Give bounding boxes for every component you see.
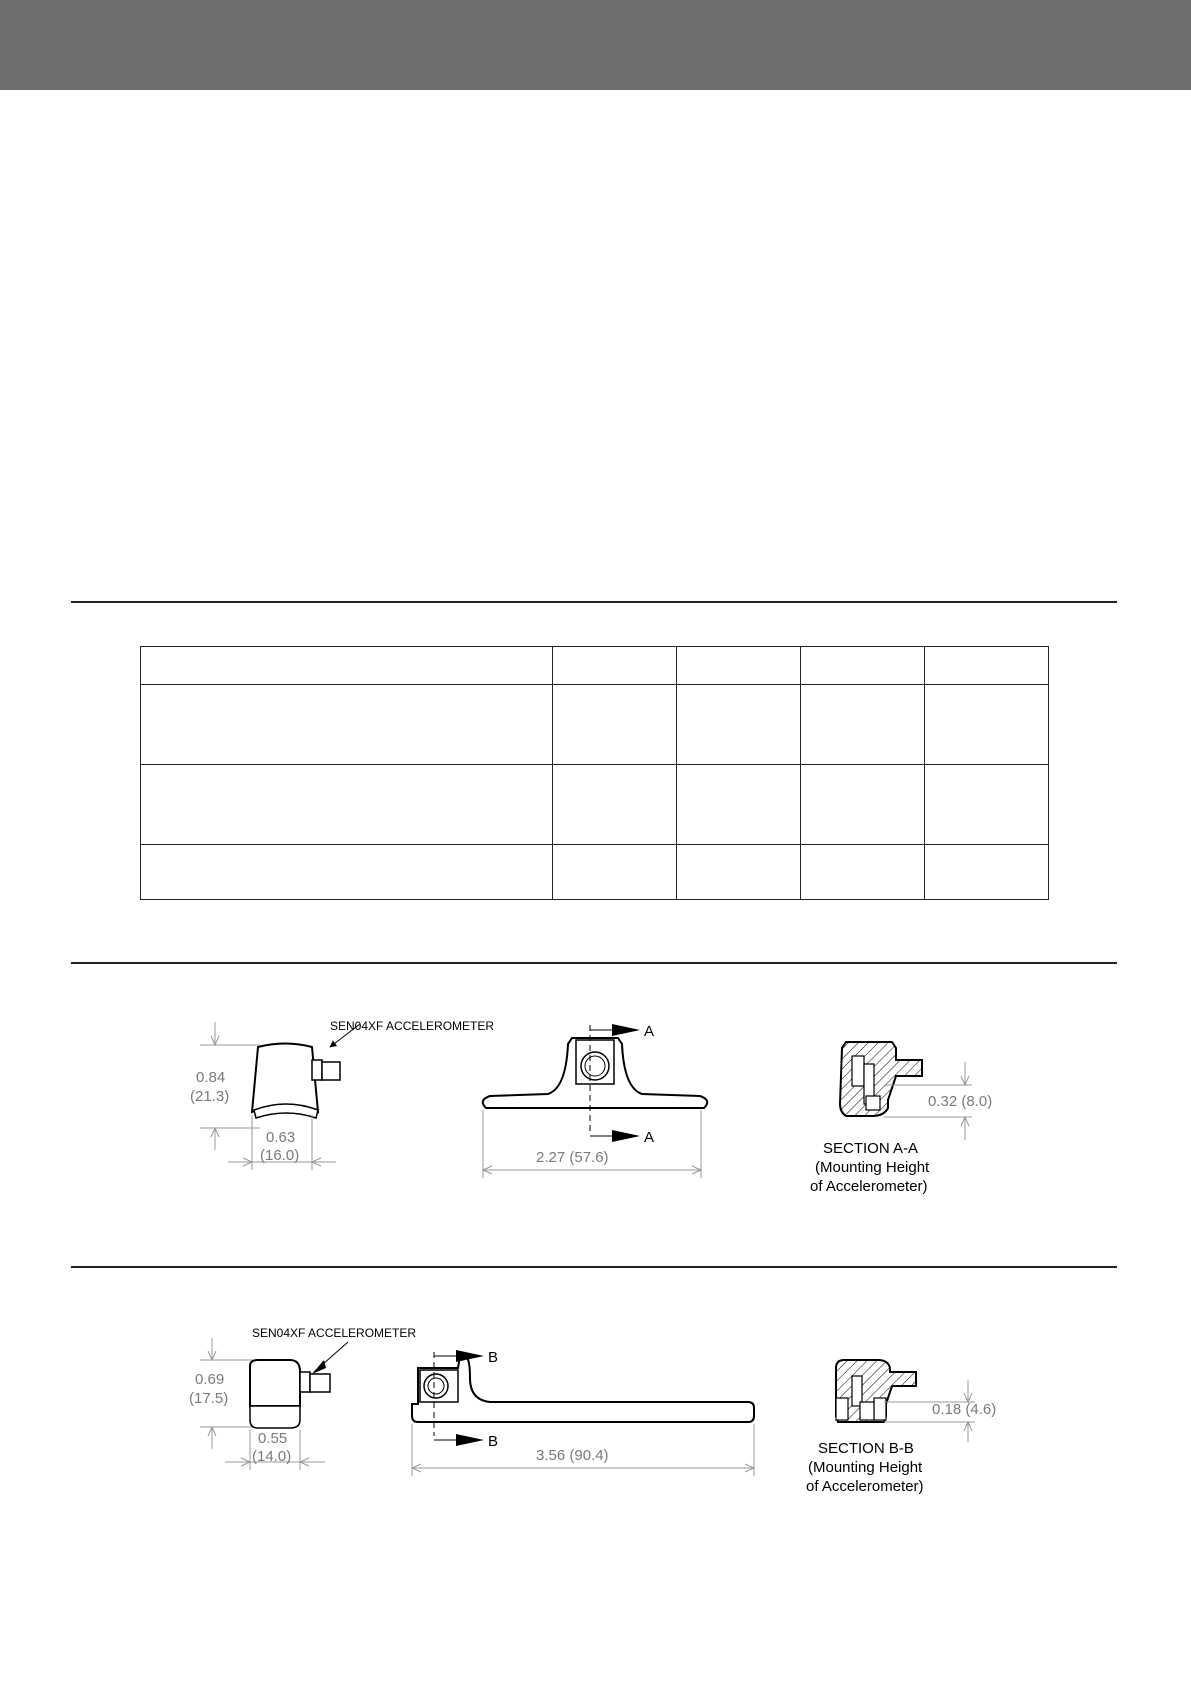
figure2-length-dim: 3.56 (90.4) xyxy=(536,1447,609,1464)
figure1-section-title: SECTION A-A xyxy=(823,1140,919,1157)
figure1-section-caption-2: of Accelerometer) xyxy=(810,1178,928,1195)
figure2-side-view xyxy=(189,1326,416,1470)
figure2-width-in: 0.55 xyxy=(258,1430,288,1447)
figure2-height-mm: (17.5) xyxy=(189,1390,229,1407)
figure1-height-in: 0.84 xyxy=(196,1069,226,1086)
figure1-section-marker-top: A xyxy=(644,1023,655,1040)
figure2-section-view xyxy=(806,1360,996,1495)
figure2-section-title: SECTION B-B xyxy=(818,1440,914,1457)
figure1-width-mm: (16.0) xyxy=(260,1147,300,1164)
figure1-section-caption-1: (Mounting Height xyxy=(815,1159,930,1176)
figure1-height-mm: (21.3) xyxy=(190,1088,230,1105)
figure1-accel-label: SEN04XF ACCELEROMETER xyxy=(330,1019,495,1033)
figure1-section-marker-bottom: A xyxy=(644,1129,655,1146)
figure2-mount-dim: 0.18 (4.6) xyxy=(932,1401,997,1418)
figure2-section-marker-bottom: B xyxy=(488,1433,499,1450)
figure2-accel-label: SEN04XF ACCELEROMETER xyxy=(252,1326,417,1340)
figure2-width-mm: (14.0) xyxy=(252,1448,292,1465)
figure1-length-dim: 2.27 (57.6) xyxy=(536,1149,609,1166)
figure1-mount-dim: 0.32 (8.0) xyxy=(928,1093,993,1110)
figure1-width-in: 0.63 xyxy=(266,1129,296,1146)
figure2-section-marker-top: B xyxy=(488,1349,499,1366)
figure2-plan-view xyxy=(412,1349,754,1476)
figure2-section-caption-1: (Mounting Height xyxy=(808,1459,923,1476)
figure2-height-in: 0.69 xyxy=(195,1371,225,1388)
figure2-section-caption-2: of Accelerometer) xyxy=(806,1478,924,1495)
